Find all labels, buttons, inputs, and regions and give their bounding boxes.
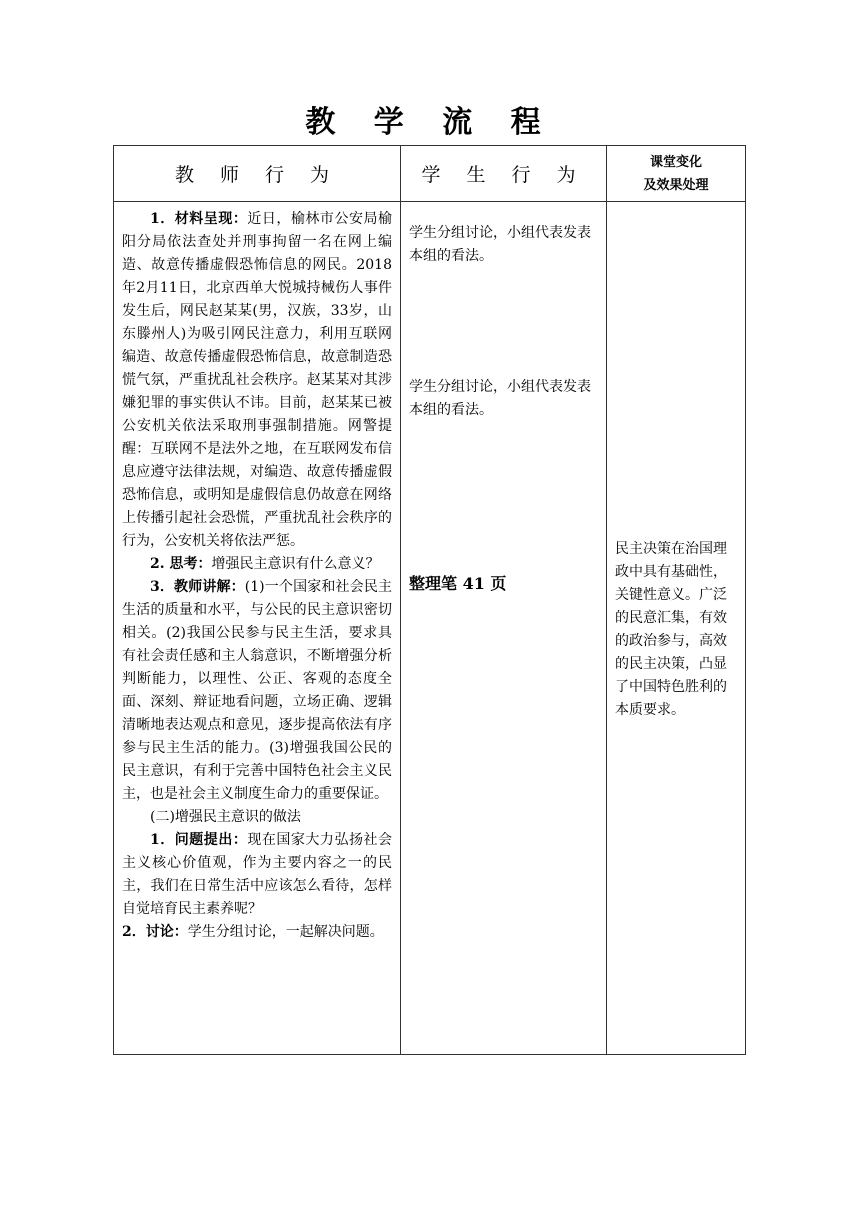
paragraph-text: 现在国家大力弘扬社会主义核心价值观，作为主要内容之一的民主，我们在日常生活中应该怎么看待，怎样自觉培育民主素养呢？ (122, 832, 392, 917)
teacher-cell (114, 202, 401, 1055)
table-header-row (114, 146, 746, 202)
paragraph-lead: 1．问题提出： (150, 832, 248, 848)
paragraph-text: 近日，榆林市公安局榆阳分局依法查处并刑事拘留一名在网上编造、故意传播虚假恐怖信息的网民。2018年2月11日，北京西单大悦城持械伤人事件发生后，网民赵某某(男，汉族，33岁，山东滕州人)为吸引网民注意力，利用互联网编造、故意传播虚假恐怖信息，故意制造恐慌气氛，严重扰乱社会秩序。赵某某对其涉嫌犯罪的事实供认不讳。目前，赵某某已被公安机关依法采取刑事强制措施。网警提醒：互联网不是法外之地，在互联网发布信息应遵守法律法规，对编造、故意传播虚假恐怖信息，或明知是虚假信息仍故意在网络上传播引起社会恐慌，严重扰乱社会秩序的行为，公安机关将依法严惩。 (122, 211, 392, 549)
table-body-row (114, 202, 746, 1055)
paragraph-lead: 3．教师讲解： (150, 579, 245, 595)
teaching-flow-table (113, 145, 746, 1055)
page-title: 教 学 流 程 (305, 105, 555, 140)
effect-text: 民主决策在治国理政中具有基础性，关键性意义。广泛的民意汇集，有效的政治参与，高效的民主决策，凸显了中国特色胜利的本质要求。 (615, 541, 727, 718)
paragraph-text: (1)一个国家和社会民主生活的质量和水平，与公民的民主意识密切相关。(2)我国公民参与民主生活，要求具有社会责任感和主人翁意识，不断增强分析判断能力，以理性、公正、客观的态度全面、深刻、辩证地看问题，立场正确、逻辑清晰地表达观点和意见，逐步提高依法有序参与民主生活的能力。(3)增强我国公民的民主意识，有利于完善中国特色社会主义民主，也是社会主义制度生命力的重要保证。 (122, 579, 392, 802)
student-activity-notes: 整理笔 41 页 (409, 574, 507, 593)
student-cell (401, 202, 607, 1055)
teacher-header-cell (114, 146, 401, 202)
student-header-cell (401, 146, 607, 202)
teacher-paragraph-question (122, 829, 392, 921)
student-header: 学 生 行 为 (421, 164, 586, 186)
student-activity-1: 学生分组讨论，小组代表发表本组的看法。 (409, 225, 591, 264)
teacher-paragraph-heading: (二)增强民主意识的做法 (150, 809, 301, 825)
teacher-paragraph-material (122, 208, 392, 553)
teacher-paragraph-think (122, 553, 392, 576)
paragraph-lead: 2．讨论： (122, 924, 188, 940)
paragraph-text: 增强民主意识有什么意义？ (211, 556, 380, 572)
effect-cell (607, 202, 746, 1055)
teacher-paragraph-discuss (122, 921, 392, 944)
teacher-paragraph-explain (122, 576, 392, 806)
effect-header-line1: 课堂变化 (649, 154, 702, 170)
effect-header-line2: 及效果处理 (643, 177, 709, 193)
paragraph-lead: 1．材料呈现： (150, 211, 248, 227)
student-activity-2: 学生分组讨论，小组代表发表本组的看法。 (409, 379, 591, 418)
paragraph-lead: 2. 思考： (150, 556, 212, 572)
effect-header-cell (607, 146, 746, 202)
teacher-header: 教 师 行 为 (174, 164, 340, 186)
paragraph-text: 学生分组讨论，一起解决问题。 (187, 924, 384, 940)
